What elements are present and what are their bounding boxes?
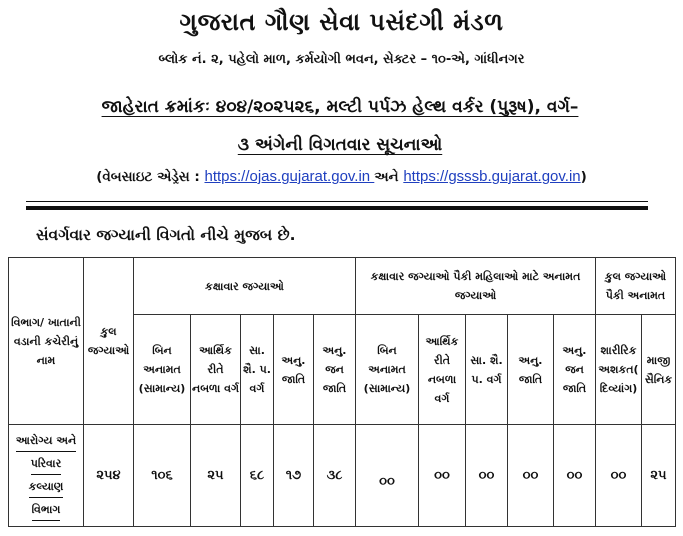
ojas-link[interactable]: https://ojas.gujarat.gov.in <box>204 168 375 185</box>
divider-thick <box>26 206 648 210</box>
website-prefix: (વેબસાઇટ એડ્રેસ : <box>96 169 205 185</box>
header-women-reserved: કક્ષાવાર જગ્યાઓ પૈકી મહિલાઓ માટે અનામત જગ્યાઓ <box>356 258 596 315</box>
subheader-ex-servicemen: માજી સૈનિક <box>642 315 676 425</box>
cell-women-sebc: ૦૦ <box>466 425 508 527</box>
divider-thin <box>26 201 648 202</box>
board-title: ગુજરાત ગૌણ સેવા પસંદગી મંડળ <box>179 8 504 36</box>
subheader-women-ews: આર્થિક રીતે નબળા વર્ગ <box>419 315 466 425</box>
dept-line: વિભાગ <box>32 500 61 521</box>
cell-st: ૩૮ <box>314 425 356 527</box>
cell-women-sc: ૦૦ <box>508 425 554 527</box>
cell-ews: ૨૫ <box>191 425 241 527</box>
header-dept: વિભાગ/ ખાતાની વડાની કચેરીનું નામ <box>9 258 84 425</box>
dept-name <box>9 425 84 527</box>
cell-sc: ૧૭ <box>274 425 314 527</box>
subheader-women-sc: અનુ. જાતિ <box>508 315 554 425</box>
dept-line: આરોગ્ય અને <box>16 431 76 452</box>
advertisement-title <box>30 88 650 164</box>
dept-line: કલ્યાણ <box>29 477 64 498</box>
cell-women-general: ૦૦ <box>356 425 419 527</box>
cell-ex-servicemen: ૨૫ <box>642 425 676 527</box>
website-line <box>0 168 683 185</box>
subheader-women-sebc: સા. શૈ. પ. વર્ગ <box>466 315 508 425</box>
website-suffix: ) <box>580 169 587 185</box>
subheader-general: બિન અનામત (સામાન્ય) <box>134 315 191 425</box>
table-row <box>9 425 676 527</box>
section-heading: સંવર્ગવાર જગ્યાની વિગતો નીચે મુજબ છે. <box>36 226 296 244</box>
subheader-sc: અનુ. જાતિ <box>274 315 314 425</box>
subheader-women-st: અનુ. જન જાતિ <box>554 315 596 425</box>
gsssb-link[interactable]: https://gsssb.gujarat.gov.in <box>403 168 581 185</box>
cell-sebc: ૬૮ <box>241 425 274 527</box>
board-address: બ્લોક નં. ૨, પહેલો માળ, કર્મયોગી ભવન, સેક્ટર – ૧૦-એ, ગાંધીનગર <box>158 52 525 67</box>
cell-general: ૧૦૬ <box>134 425 191 527</box>
header-total-reserved: કુલ જગ્યાઓ પૈકી અનામત <box>596 258 676 315</box>
subheader-ews: આર્થિક રીતે નબળા વર્ગ <box>191 315 241 425</box>
dept-line: પરિવાર <box>31 454 62 475</box>
website-and: અને <box>374 169 404 185</box>
subheader-sebc: સા. શૈ. પ. વર્ગ <box>241 315 274 425</box>
advertisement-line-2: ૩ અંગેની વિગતવાર સૂચનાઓ <box>237 135 443 155</box>
cell-disabled: ૦૦ <box>596 425 642 527</box>
vacancy-table <box>8 257 676 527</box>
subheader-st: અનુ. જન જાતિ <box>314 315 356 425</box>
cell-women-ews: ૦૦ <box>419 425 466 527</box>
subheader-disabled: શારીરિક અશકત( દિવ્યાંગ) <box>596 315 642 425</box>
header-total: કુલ જગ્યાઓ <box>84 258 134 425</box>
cell-total: ૨૫૪ <box>84 425 134 527</box>
header-category-posts: કક્ષાવાર જગ્યાઓ <box>134 258 356 315</box>
cell-women-st: ૦૦ <box>554 425 596 527</box>
subheader-women-general: બિન અનામત (સામાન્ય) <box>356 315 419 425</box>
advertisement-line-1: જાહેરાત ક્રમાંકઃ ૪૦૪/૨૦૨૫૨૬, મલ્ટી પર્પઝ હેલ્થ વર્કર (પુરૂષ), વર્ગ– <box>101 97 579 117</box>
